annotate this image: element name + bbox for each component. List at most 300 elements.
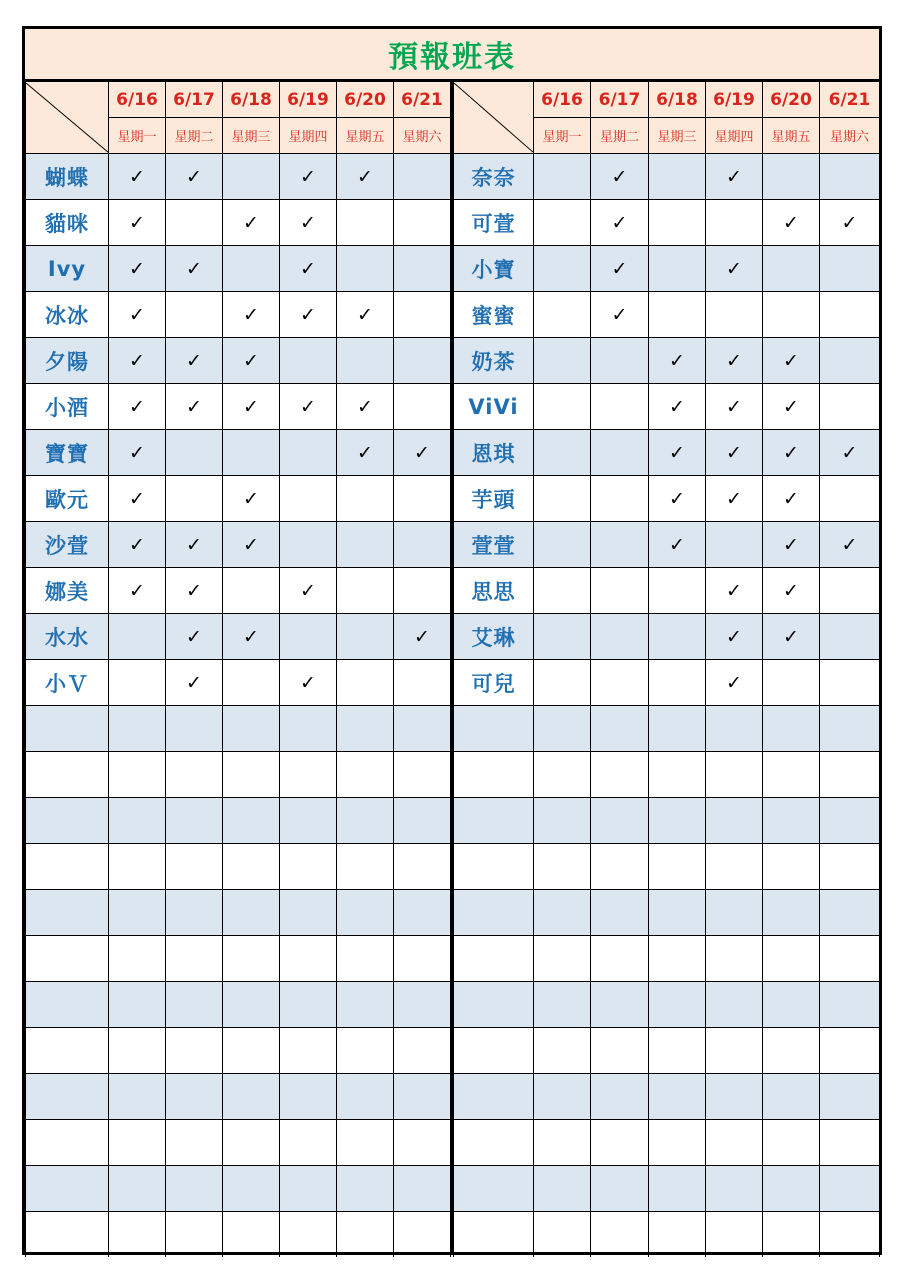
table-row	[454, 430, 880, 476]
shift-cell	[820, 890, 880, 936]
shift-cell	[109, 1028, 166, 1074]
staff-name-cell	[26, 798, 109, 844]
shift-cell	[337, 1028, 394, 1074]
staff-name-cell: 夕陽	[26, 338, 109, 384]
check-mark-icon: ✓	[129, 487, 145, 510]
shift-cell	[166, 706, 223, 752]
check-mark-icon: ✓	[783, 579, 799, 602]
weekday-header-5: 星期五	[763, 118, 820, 154]
shift-cell	[591, 890, 649, 936]
staff-name-cell	[454, 982, 534, 1028]
shift-cell	[280, 982, 337, 1028]
date-header-1: 6/16	[534, 82, 591, 118]
shift-cell	[109, 890, 166, 936]
shift-cell	[706, 798, 763, 844]
table-row	[26, 890, 451, 936]
shift-cell	[534, 982, 591, 1028]
shift-cell	[820, 568, 880, 614]
shift-cell	[109, 660, 166, 706]
shift-cell	[166, 246, 223, 292]
shift-cell	[706, 430, 763, 476]
shift-cell	[337, 660, 394, 706]
shift-cell	[166, 798, 223, 844]
date-header-2: 6/17	[591, 82, 649, 118]
shift-cell	[166, 660, 223, 706]
shift-cell	[109, 982, 166, 1028]
staff-name-cell	[454, 1120, 534, 1166]
staff-name-cell: 貓咪	[26, 200, 109, 246]
table-row	[454, 936, 880, 982]
shift-cell	[109, 384, 166, 430]
shift-cell	[166, 522, 223, 568]
shift-cell	[280, 844, 337, 890]
shift-cell	[394, 292, 451, 338]
check-mark-icon: ✓	[669, 395, 685, 418]
shift-cell	[763, 706, 820, 752]
check-mark-icon: ✓	[129, 211, 145, 234]
check-mark-icon: ✓	[611, 303, 628, 326]
shift-cell	[166, 936, 223, 982]
shift-cell	[591, 476, 649, 522]
left-schedule-table	[25, 81, 450, 1252]
table-row	[26, 154, 451, 200]
shift-cell	[280, 798, 337, 844]
staff-name-cell: 艾琳	[454, 614, 534, 660]
shift-cell	[763, 936, 820, 982]
shift-cell	[166, 752, 223, 798]
shift-cell	[109, 476, 166, 522]
table-row	[454, 292, 880, 338]
check-mark-icon: ✓	[841, 211, 858, 234]
shift-cell	[820, 292, 880, 338]
table-row	[26, 246, 451, 292]
check-mark-icon: ✓	[669, 441, 685, 464]
shift-cell	[337, 936, 394, 982]
shift-cell	[280, 1212, 337, 1258]
shift-cell	[706, 1074, 763, 1120]
staff-name-cell	[454, 752, 534, 798]
check-mark-icon: ✓	[783, 533, 799, 556]
shift-cell	[649, 982, 706, 1028]
shift-cell	[394, 1166, 451, 1212]
check-mark-icon: ✓	[357, 303, 373, 326]
shift-cell	[534, 154, 591, 200]
shift-cell	[223, 1028, 280, 1074]
staff-name-cell	[454, 936, 534, 982]
shift-cell	[337, 890, 394, 936]
staff-name-cell	[26, 936, 109, 982]
check-mark-icon: ✓	[726, 349, 742, 372]
shift-cell	[706, 384, 763, 430]
shift-cell	[280, 1120, 337, 1166]
shift-cell	[591, 798, 649, 844]
staff-name-cell: 萱萱	[454, 522, 534, 568]
shift-cell	[706, 292, 763, 338]
table-row	[454, 1166, 880, 1212]
weekday-header-6: 星期六	[394, 118, 451, 154]
shift-cell	[394, 200, 451, 246]
right-table	[453, 81, 880, 1257]
staff-name-cell: 思思	[454, 568, 534, 614]
shift-cell	[820, 706, 880, 752]
check-mark-icon: ✓	[243, 395, 259, 418]
check-mark-icon: ✓	[611, 257, 628, 280]
shift-cell	[591, 660, 649, 706]
shift-cell	[109, 706, 166, 752]
table-row	[26, 1028, 451, 1074]
shift-cell	[337, 1120, 394, 1166]
table-row	[454, 1120, 880, 1166]
shift-cell	[280, 154, 337, 200]
shift-cell	[534, 1028, 591, 1074]
table-row	[454, 476, 880, 522]
weekday-header-1: 星期一	[109, 118, 166, 154]
staff-name-cell: 奶茶	[454, 338, 534, 384]
shift-cell	[649, 338, 706, 384]
shift-cell	[820, 522, 880, 568]
weekday-header-3: 星期三	[223, 118, 280, 154]
shift-cell	[394, 1074, 451, 1120]
check-mark-icon: ✓	[243, 349, 259, 372]
staff-name-cell	[26, 890, 109, 936]
staff-name-cell	[454, 1074, 534, 1120]
shift-cell	[763, 430, 820, 476]
check-mark-icon: ✓	[300, 303, 316, 326]
shift-cell	[534, 430, 591, 476]
shift-cell	[763, 1166, 820, 1212]
shift-cell	[706, 338, 763, 384]
table-row	[454, 338, 880, 384]
shift-cell	[534, 1166, 591, 1212]
shift-cell	[280, 430, 337, 476]
shift-cell	[763, 476, 820, 522]
check-mark-icon: ✓	[300, 671, 316, 694]
staff-name-cell: ViVi	[454, 384, 534, 430]
shift-cell	[649, 384, 706, 430]
shift-cell	[394, 982, 451, 1028]
date-header-4: 6/19	[706, 82, 763, 118]
shift-cell	[280, 476, 337, 522]
shift-cell	[223, 798, 280, 844]
shift-cell	[109, 338, 166, 384]
check-mark-icon: ✓	[129, 395, 145, 418]
shift-cell	[166, 1166, 223, 1212]
shift-cell	[109, 844, 166, 890]
shift-cell	[534, 614, 591, 660]
shift-cell	[820, 936, 880, 982]
shift-cell	[763, 844, 820, 890]
shift-cell	[109, 246, 166, 292]
shift-cell	[706, 936, 763, 982]
schedule-grid	[25, 81, 879, 1252]
table-row	[26, 568, 451, 614]
shift-cell	[706, 154, 763, 200]
staff-name-cell	[26, 706, 109, 752]
shift-cell	[763, 246, 820, 292]
right-schedule-table	[453, 81, 879, 1252]
shift-cell	[109, 1166, 166, 1212]
shift-cell	[706, 844, 763, 890]
shift-cell	[166, 430, 223, 476]
shift-cell	[820, 246, 880, 292]
shift-cell	[280, 1028, 337, 1074]
table-row	[454, 614, 880, 660]
shift-cell	[591, 614, 649, 660]
staff-name-cell: 小Ｖ	[26, 660, 109, 706]
shift-cell	[591, 154, 649, 200]
shift-cell	[820, 982, 880, 1028]
shift-cell	[591, 706, 649, 752]
shift-cell	[534, 292, 591, 338]
check-mark-icon: ✓	[841, 533, 858, 556]
shift-cell	[337, 706, 394, 752]
shift-cell	[820, 660, 880, 706]
weekday-header-5: 星期五	[337, 118, 394, 154]
shift-cell	[223, 1166, 280, 1212]
shift-cell	[591, 338, 649, 384]
shift-cell	[337, 614, 394, 660]
check-mark-icon: ✓	[300, 579, 316, 602]
weekday-header-1: 星期一	[534, 118, 591, 154]
shift-cell	[591, 982, 649, 1028]
staff-name-cell: 可兒	[454, 660, 534, 706]
shift-cell	[109, 1120, 166, 1166]
shift-cell	[706, 1120, 763, 1166]
shift-cell	[763, 798, 820, 844]
shift-cell	[109, 1212, 166, 1258]
shift-cell	[280, 614, 337, 660]
weekday-header-3: 星期三	[649, 118, 706, 154]
corner-diagonal-line	[454, 83, 534, 153]
shift-cell	[534, 384, 591, 430]
shift-cell	[223, 890, 280, 936]
shift-cell	[223, 1074, 280, 1120]
shift-cell	[394, 476, 451, 522]
shift-cell	[706, 982, 763, 1028]
shift-cell	[706, 568, 763, 614]
table-row	[454, 798, 880, 844]
staff-name-cell: 蝴蝶	[26, 154, 109, 200]
shift-cell	[763, 292, 820, 338]
check-mark-icon: ✓	[414, 625, 430, 648]
staff-name-cell: 芋頭	[454, 476, 534, 522]
shift-cell	[337, 292, 394, 338]
shift-cell	[337, 568, 394, 614]
shift-cell	[394, 1120, 451, 1166]
table-row	[454, 522, 880, 568]
shift-cell	[649, 752, 706, 798]
shift-cell	[534, 476, 591, 522]
check-mark-icon: ✓	[726, 395, 742, 418]
table-row	[26, 200, 451, 246]
shift-cell	[591, 292, 649, 338]
check-mark-icon: ✓	[300, 211, 316, 234]
header-corner-cell	[26, 82, 109, 154]
shift-cell	[820, 476, 880, 522]
staff-name-cell: 冰冰	[26, 292, 109, 338]
shift-cell	[706, 246, 763, 292]
shift-cell	[394, 384, 451, 430]
table-row	[454, 1212, 880, 1258]
staff-name-cell: 小酒	[26, 384, 109, 430]
shift-cell	[280, 292, 337, 338]
shift-cell	[591, 1074, 649, 1120]
shift-cell	[649, 292, 706, 338]
check-mark-icon: ✓	[783, 625, 799, 648]
table-row	[26, 798, 451, 844]
shift-cell	[591, 936, 649, 982]
staff-name-cell: 小寶	[454, 246, 534, 292]
shift-cell	[337, 246, 394, 292]
check-mark-icon: ✓	[726, 165, 742, 188]
shift-cell	[223, 660, 280, 706]
check-mark-icon: ✓	[357, 395, 373, 418]
staff-name-cell	[26, 752, 109, 798]
shift-cell	[534, 660, 591, 706]
shift-cell	[534, 798, 591, 844]
shift-cell	[706, 660, 763, 706]
shift-cell	[649, 154, 706, 200]
shift-cell	[649, 1028, 706, 1074]
shift-cell	[649, 706, 706, 752]
shift-cell	[280, 200, 337, 246]
shift-cell	[820, 338, 880, 384]
staff-name-cell	[26, 1028, 109, 1074]
shift-cell	[166, 614, 223, 660]
check-mark-icon: ✓	[841, 441, 858, 464]
shift-cell	[166, 568, 223, 614]
shift-cell	[280, 1166, 337, 1212]
shift-cell	[649, 1166, 706, 1212]
table-row	[454, 154, 880, 200]
shift-cell	[337, 752, 394, 798]
shift-cell	[706, 706, 763, 752]
shift-cell	[337, 338, 394, 384]
shift-cell	[166, 200, 223, 246]
date-header-3: 6/18	[223, 82, 280, 118]
shift-cell	[223, 1212, 280, 1258]
shift-cell	[109, 430, 166, 476]
shift-cell	[337, 476, 394, 522]
shift-cell	[223, 936, 280, 982]
shift-cell	[109, 568, 166, 614]
shift-cell	[223, 154, 280, 200]
shift-cell	[706, 1028, 763, 1074]
check-mark-icon: ✓	[300, 257, 316, 280]
staff-name-cell	[454, 844, 534, 890]
check-mark-icon: ✓	[300, 165, 316, 188]
shift-cell	[223, 752, 280, 798]
shift-cell	[337, 430, 394, 476]
check-mark-icon: ✓	[783, 349, 799, 372]
shift-cell	[394, 246, 451, 292]
shift-cell	[820, 1074, 880, 1120]
shift-cell	[394, 844, 451, 890]
shift-cell	[394, 1212, 451, 1258]
shift-cell	[591, 522, 649, 568]
staff-name-cell: 沙萱	[26, 522, 109, 568]
table-row	[454, 982, 880, 1028]
shift-cell	[394, 752, 451, 798]
check-mark-icon: ✓	[129, 441, 145, 464]
shift-cell	[166, 292, 223, 338]
shift-cell	[223, 614, 280, 660]
table-row	[26, 522, 451, 568]
shift-cell	[394, 936, 451, 982]
check-mark-icon: ✓	[243, 211, 259, 234]
check-mark-icon: ✓	[783, 487, 799, 510]
check-mark-icon: ✓	[357, 441, 373, 464]
check-mark-icon: ✓	[726, 625, 742, 648]
staff-name-cell	[26, 1166, 109, 1212]
check-mark-icon: ✓	[243, 303, 259, 326]
shift-cell	[394, 338, 451, 384]
shift-cell	[534, 1120, 591, 1166]
check-mark-icon: ✓	[186, 625, 202, 648]
shift-cell	[591, 200, 649, 246]
shift-cell	[109, 200, 166, 246]
shift-cell	[706, 614, 763, 660]
check-mark-icon: ✓	[669, 533, 685, 556]
check-mark-icon: ✓	[611, 211, 628, 234]
check-mark-icon: ✓	[611, 165, 628, 188]
shift-cell	[223, 246, 280, 292]
table-row	[26, 614, 451, 660]
staff-name-cell	[454, 890, 534, 936]
shift-cell	[534, 1074, 591, 1120]
shift-cell	[166, 1212, 223, 1258]
shift-cell	[394, 154, 451, 200]
date-header-6: 6/21	[394, 82, 451, 118]
shift-cell	[820, 154, 880, 200]
shift-cell	[763, 1028, 820, 1074]
shift-cell	[820, 1212, 880, 1258]
shift-cell	[166, 890, 223, 936]
shift-cell	[706, 1212, 763, 1258]
table-row	[26, 1074, 451, 1120]
table-row	[26, 752, 451, 798]
shift-cell	[706, 476, 763, 522]
shift-cell	[394, 1028, 451, 1074]
shift-cell	[649, 844, 706, 890]
staff-name-cell	[454, 1166, 534, 1212]
shift-cell	[223, 844, 280, 890]
staff-name-cell	[26, 982, 109, 1028]
staff-name-cell	[26, 1212, 109, 1258]
shift-cell	[706, 200, 763, 246]
table-row	[454, 844, 880, 890]
date-header-2: 6/17	[166, 82, 223, 118]
shift-cell	[763, 982, 820, 1028]
shift-cell	[820, 384, 880, 430]
weekday-header-6: 星期六	[820, 118, 880, 154]
shift-cell	[820, 1166, 880, 1212]
staff-name-cell: 歐元	[26, 476, 109, 522]
check-mark-icon: ✓	[726, 257, 742, 280]
date-header-5: 6/20	[763, 82, 820, 118]
shift-cell	[166, 338, 223, 384]
shift-cell	[280, 936, 337, 982]
shift-cell	[649, 246, 706, 292]
shift-cell	[649, 1120, 706, 1166]
shift-cell	[280, 246, 337, 292]
date-header-4: 6/19	[280, 82, 337, 118]
shift-cell	[223, 1120, 280, 1166]
check-mark-icon: ✓	[243, 625, 259, 648]
shift-cell	[591, 1166, 649, 1212]
check-mark-icon: ✓	[243, 487, 259, 510]
shift-cell	[591, 1028, 649, 1074]
